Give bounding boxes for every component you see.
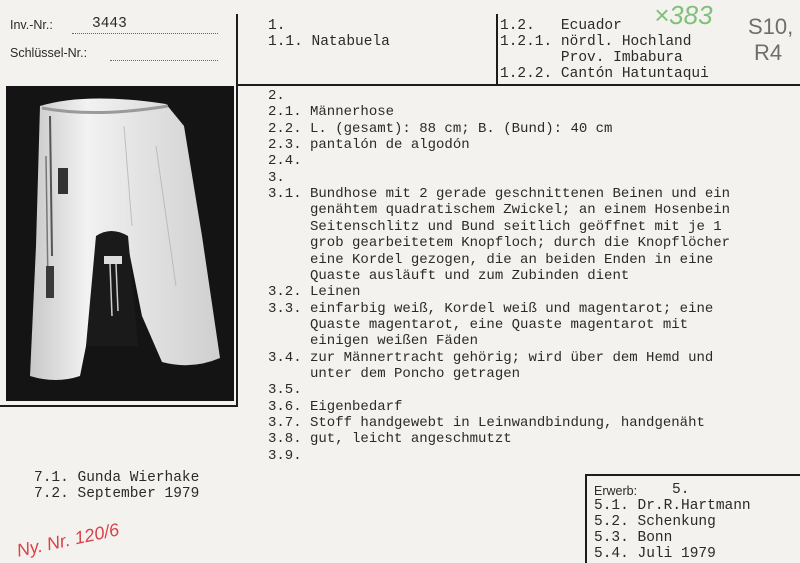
- sec5-line4: 5.4. Juli 1979: [594, 546, 716, 562]
- photo-bottom-line: [0, 405, 238, 407]
- erwerb-label: Erwerb:: [594, 484, 638, 498]
- photo: [6, 86, 234, 401]
- sec12-line3: Prov. Imbabura: [500, 50, 683, 66]
- sec5-line1: 5.1. Dr.R.Hartmann: [594, 498, 751, 514]
- description-line: Quaste ausläuft und zum Zubinden dient: [268, 267, 630, 284]
- description-line: Seitenschlitz und Bund seitlich geöffnet mit je 1: [268, 218, 722, 235]
- sec12-line4: 1.2.2. Cantón Hatuntaqui: [500, 66, 709, 82]
- description-line: 2.4.: [268, 153, 302, 170]
- vertical-divider-top: [496, 14, 498, 84]
- sec12-line1: 1.2. Ecuador: [500, 18, 622, 34]
- pencil-annotation-1: S10,: [748, 14, 794, 39]
- red-ink-annotation: Ny. Nr. 120/6: [14, 519, 121, 561]
- horizontal-divider-top: [236, 84, 800, 86]
- description-line: grob gearbeitetem Knopfloch; durch die Knopflöcher: [268, 235, 731, 252]
- erwerb-box-top: [585, 474, 800, 476]
- description-line: 3.5.: [268, 382, 302, 399]
- description-line: 3.8. gut, leicht angeschmutzt: [268, 431, 512, 448]
- green-ink-annotation: ×383: [654, 0, 713, 30]
- description-line: 3.4. zur Männertracht gehörig; wird über dem Hemd und: [268, 349, 714, 366]
- key-label: Schlüssel-Nr.:: [10, 46, 88, 60]
- description-line: 3.: [268, 169, 285, 186]
- description-line: 3.1. Bundhose mit 2 gerade geschnittenen Beinen und ein: [268, 186, 731, 203]
- description-line: eine Kordel gezogen, die an beiden Enden in eine: [268, 251, 714, 268]
- description-line: 2.2. L. (gesamt): 88 cm; B. (Bund): 40 cm: [268, 120, 613, 137]
- description-line: 3.2. Leinen: [268, 284, 361, 301]
- sec5-line3: 5.3. Bonn: [594, 530, 673, 546]
- vertical-divider-left: [236, 14, 238, 405]
- sec7-line2: 7.2. September 1979: [34, 486, 200, 502]
- sec7-line1: 7.1. Gunda Wierhake: [34, 470, 200, 486]
- description-line: unter dem Poncho getragen: [268, 365, 521, 382]
- erwerb-box-left: [585, 474, 587, 563]
- description-line: 3.3. einfarbig weiß, Kordel weiß und magentarot; eine: [268, 300, 714, 317]
- key-dotted-line: [110, 60, 218, 61]
- sec1-line2: 1.1. Natabuela: [268, 34, 390, 50]
- description-line: einigen weißen Fäden: [268, 333, 479, 350]
- sec5-line2: 5.2. Schenkung: [594, 514, 716, 530]
- description-line: 2.1. Männerhose: [268, 104, 395, 121]
- pencil-annotation-2: R4: [754, 40, 783, 65]
- inv-value: 3443: [92, 16, 127, 32]
- description-line: Quaste magentarot, eine Quaste magentarot mit: [268, 316, 689, 333]
- erwerb-number: 5.: [672, 482, 690, 498]
- description-line: 3.7. Stoff handgewebt in Leinwandbindung, handgenäht: [268, 415, 705, 431]
- sec12-line2: 1.2.1. nördl. Hochland: [500, 34, 692, 50]
- trousers-photo-svg: [6, 86, 234, 401]
- description-line: genähtem quadratischem Zwickel; an einem Hosenbein: [268, 202, 731, 219]
- sec1-line1: 1.: [268, 18, 286, 34]
- inv-dotted-line: [72, 33, 218, 34]
- inv-label: Inv.-Nr.:: [10, 18, 53, 32]
- description-line: 2.3. pantalón de algodón: [268, 137, 470, 154]
- description-line: 3.9.: [268, 447, 302, 464]
- description-line: 2.: [268, 88, 285, 104]
- description-line: 3.6. Eigenbedarf: [268, 398, 403, 415]
